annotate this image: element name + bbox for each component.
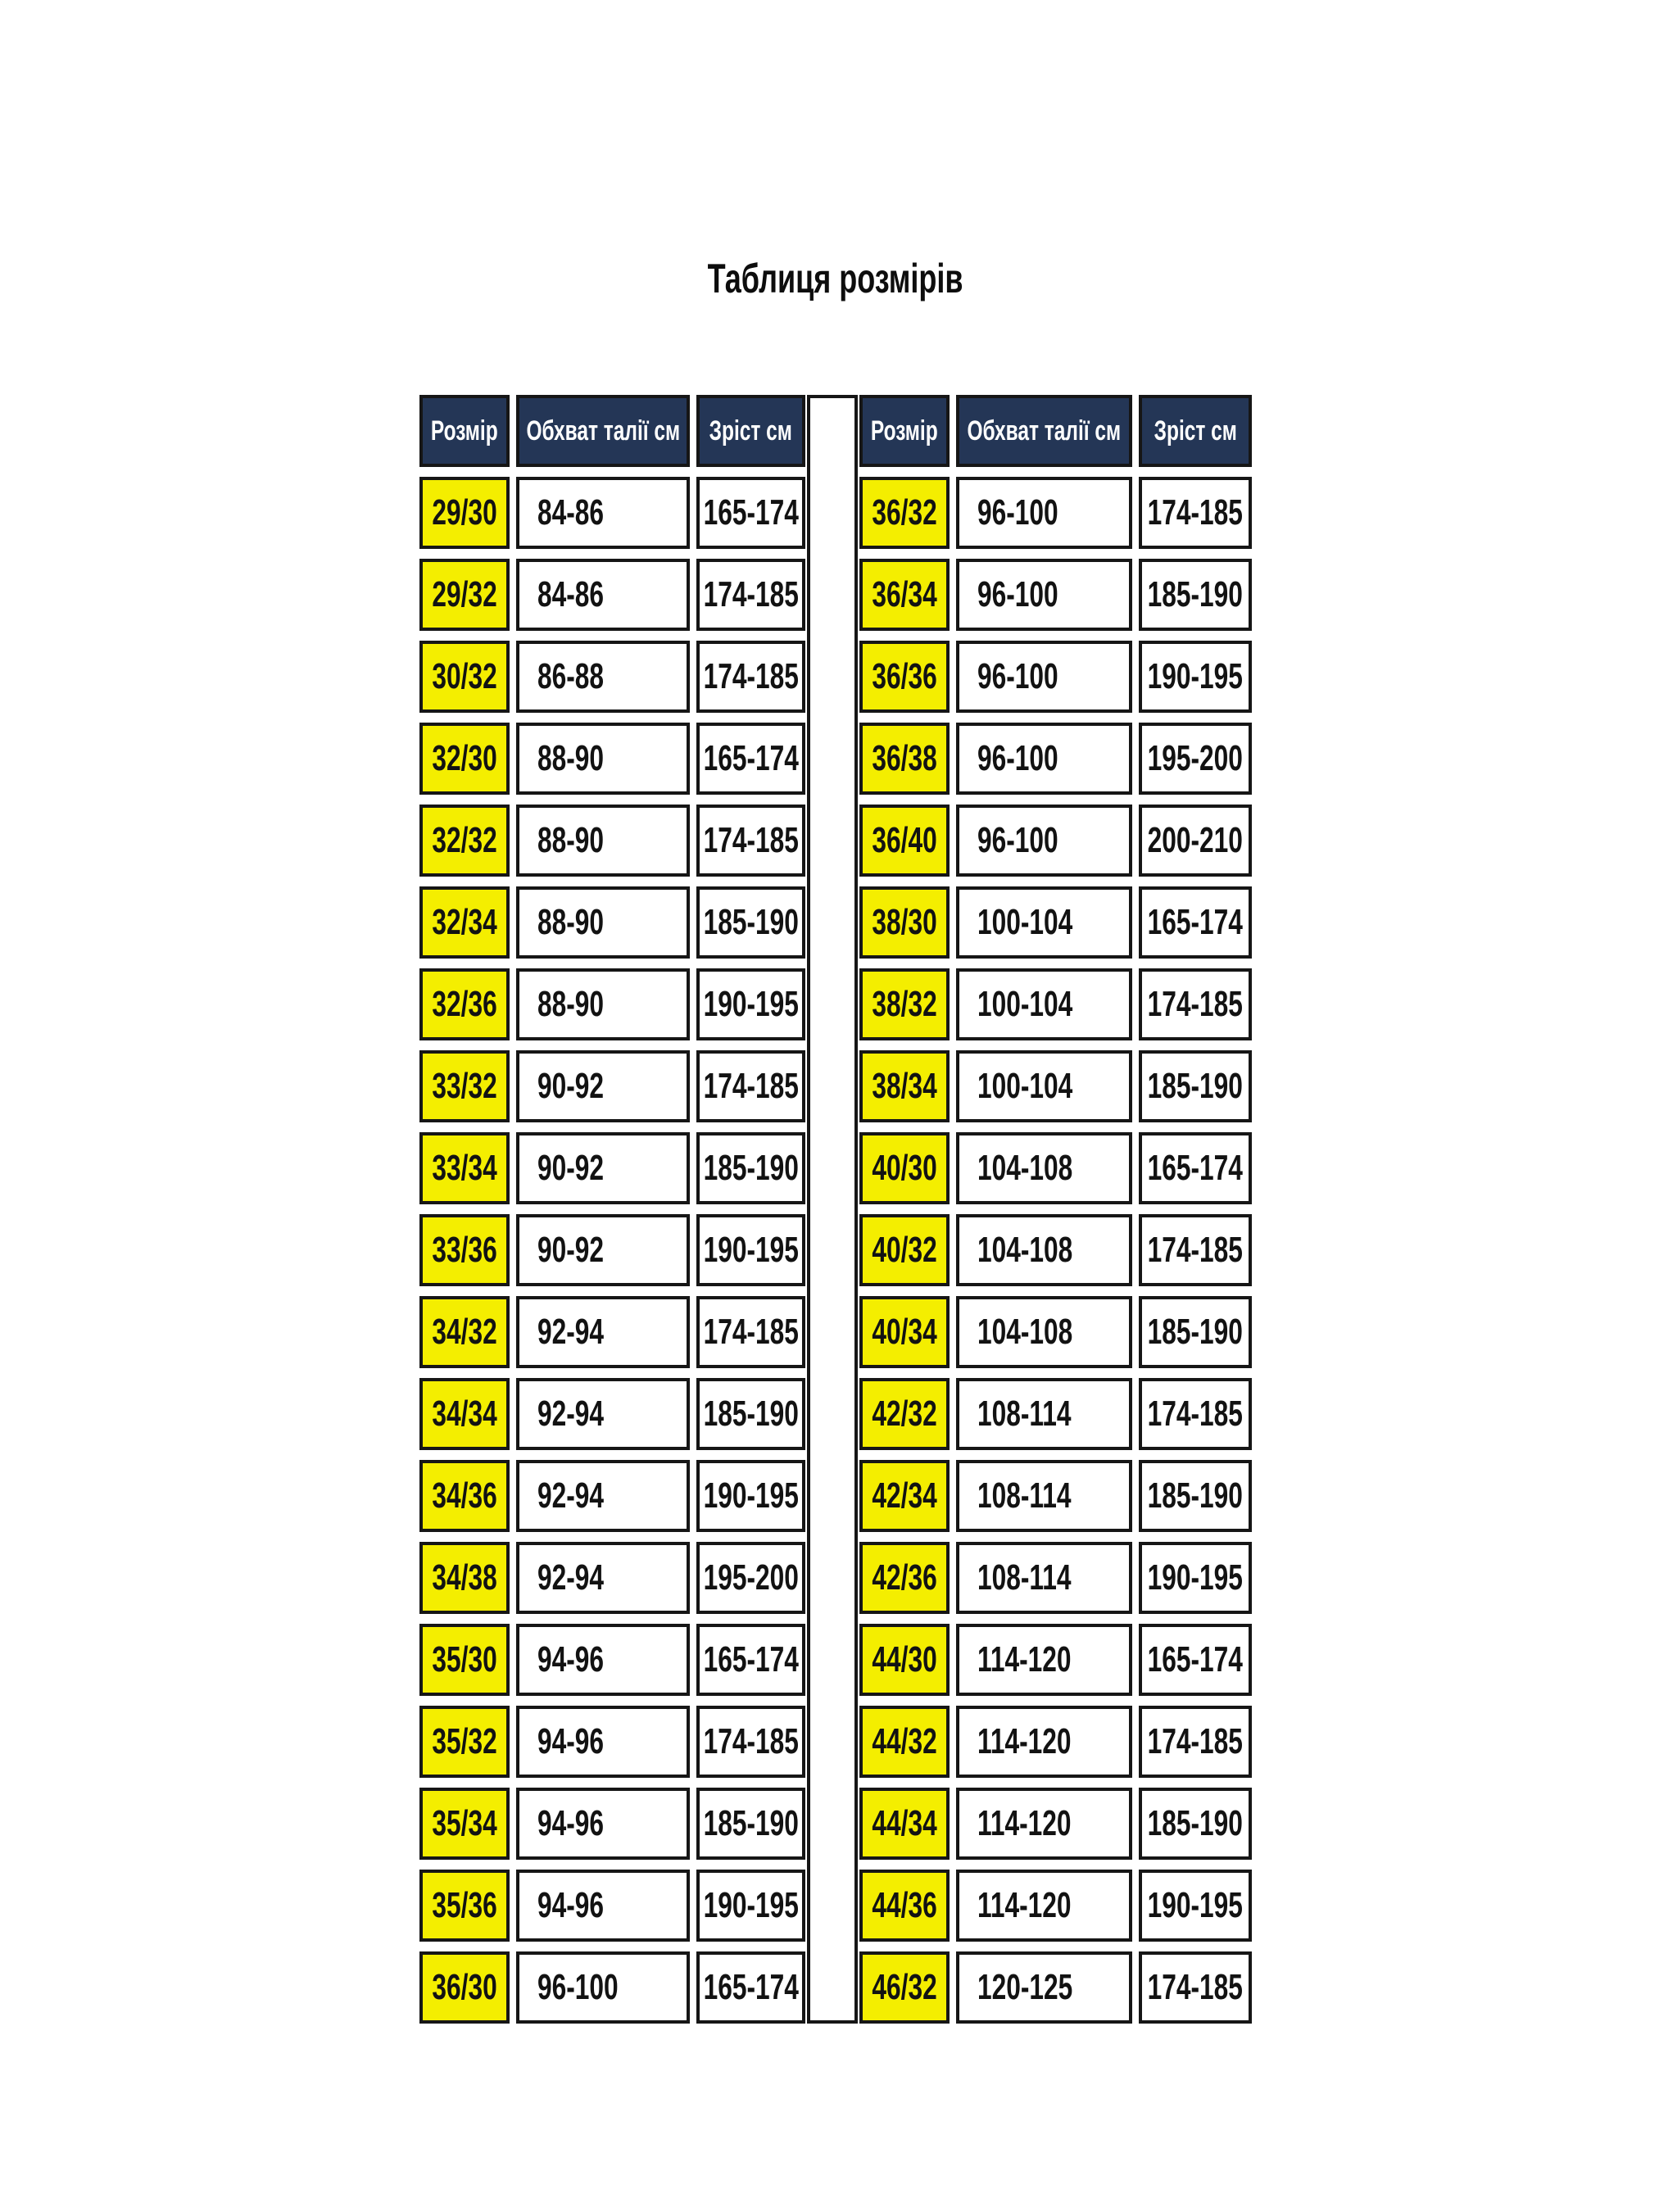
size-cell bbox=[859, 1214, 950, 1286]
size-cell bbox=[859, 886, 950, 959]
height-cell-text: 195-200 bbox=[703, 1557, 799, 1598]
size-cell bbox=[419, 805, 510, 877]
waist-cell-text: 96-100 bbox=[977, 656, 1058, 696]
waist-cell-text: 84-86 bbox=[537, 492, 605, 533]
height-cell bbox=[1139, 886, 1252, 959]
size-cell bbox=[419, 1050, 510, 1122]
waist-cell-text: 114-120 bbox=[977, 1639, 1072, 1679]
waist-cell bbox=[516, 477, 690, 549]
waist-cell-text: 94-96 bbox=[537, 1639, 605, 1679]
waist-cell-text: 88-90 bbox=[537, 902, 605, 942]
height-cell-text: 165-174 bbox=[703, 1967, 799, 2007]
waist-cell-text: 104-108 bbox=[977, 1312, 1073, 1352]
waist-cell bbox=[516, 968, 690, 1040]
waist-cell-text: 104-108 bbox=[977, 1148, 1073, 1188]
size-cell-text: 35/36 bbox=[432, 1885, 497, 1925]
waist-cell bbox=[516, 1460, 690, 1532]
header-cell-size bbox=[419, 395, 510, 467]
height-cell-text: 174-185 bbox=[1147, 492, 1244, 533]
header-cell-height-text: Зріст см bbox=[1154, 415, 1237, 446]
height-cell bbox=[696, 1706, 805, 1778]
height-cell bbox=[1139, 1132, 1252, 1204]
waist-cell bbox=[956, 477, 1132, 549]
height-cell bbox=[1139, 1460, 1252, 1532]
size-table-left bbox=[419, 395, 805, 2024]
height-cell-text: 165-174 bbox=[703, 492, 799, 533]
height-cell bbox=[1139, 1378, 1252, 1450]
waist-cell bbox=[956, 1542, 1132, 1614]
height-cell-text: 185-190 bbox=[703, 1394, 799, 1434]
header-cell-waist bbox=[956, 395, 1132, 467]
waist-cell bbox=[516, 1788, 690, 1860]
waist-cell bbox=[516, 1214, 690, 1286]
height-cell bbox=[1139, 1870, 1252, 1942]
waist-cell bbox=[516, 1624, 690, 1696]
waist-cell bbox=[956, 1624, 1132, 1696]
height-cell bbox=[696, 1951, 805, 2024]
waist-cell bbox=[956, 1788, 1132, 1860]
waist-cell-text: 90-92 bbox=[537, 1230, 605, 1270]
size-cell-text: 35/32 bbox=[432, 1721, 497, 1761]
waist-cell-text: 90-92 bbox=[537, 1148, 605, 1188]
size-table-right bbox=[859, 395, 1252, 2024]
size-cell-text: 35/30 bbox=[432, 1639, 497, 1679]
size-cell bbox=[419, 1132, 510, 1204]
waist-cell bbox=[956, 1132, 1132, 1204]
height-cell bbox=[696, 1460, 805, 1532]
waist-cell-text: 92-94 bbox=[537, 1475, 605, 1516]
size-cell bbox=[859, 1296, 950, 1368]
size-cell-text: 34/32 bbox=[432, 1312, 497, 1352]
size-cell bbox=[419, 1788, 510, 1860]
height-cell-text: 190-195 bbox=[1147, 656, 1244, 696]
height-cell bbox=[696, 1296, 805, 1368]
height-cell-text: 185-190 bbox=[1147, 1475, 1244, 1516]
size-cell bbox=[859, 1378, 950, 1450]
height-cell bbox=[1139, 1706, 1252, 1778]
height-cell bbox=[696, 1870, 805, 1942]
height-cell-text: 165-174 bbox=[703, 1639, 799, 1679]
height-cell bbox=[1139, 559, 1252, 631]
height-cell-text: 174-185 bbox=[703, 574, 799, 614]
size-cell bbox=[859, 1951, 950, 2024]
page-title bbox=[419, 252, 1252, 305]
size-cell bbox=[859, 1624, 950, 1696]
height-cell bbox=[1139, 641, 1252, 713]
header-cell-waist-text: Обхват талії см bbox=[967, 415, 1122, 446]
height-cell-text: 165-174 bbox=[703, 738, 799, 778]
height-cell bbox=[1139, 1624, 1252, 1696]
size-cell bbox=[859, 1706, 950, 1778]
size-cell bbox=[859, 805, 950, 877]
size-cell-text: 32/34 bbox=[432, 902, 497, 942]
waist-cell bbox=[956, 1296, 1132, 1368]
height-cell bbox=[696, 968, 805, 1040]
waist-cell-text: 108-114 bbox=[977, 1557, 1072, 1598]
size-cell-text: 38/32 bbox=[872, 984, 937, 1024]
page-title-text: Таблиця розмірів bbox=[708, 256, 963, 301]
height-cell bbox=[696, 1132, 805, 1204]
waist-cell-text: 100-104 bbox=[977, 1066, 1073, 1106]
height-cell bbox=[696, 1050, 805, 1122]
size-cell bbox=[859, 1542, 950, 1614]
size-cell-text: 42/34 bbox=[872, 1475, 937, 1516]
header-cell-size bbox=[859, 395, 950, 467]
height-cell-text: 174-185 bbox=[703, 656, 799, 696]
waist-cell bbox=[956, 1870, 1132, 1942]
waist-cell bbox=[956, 968, 1132, 1040]
header-cell-height-text: Зріст см bbox=[709, 415, 793, 446]
height-cell bbox=[696, 1788, 805, 1860]
size-cell bbox=[859, 1132, 950, 1204]
size-cell-text: 34/36 bbox=[432, 1475, 497, 1516]
waist-cell-text: 108-114 bbox=[977, 1475, 1072, 1516]
size-cell-text: 35/34 bbox=[432, 1803, 497, 1843]
size-cell-text: 29/30 bbox=[432, 492, 497, 533]
header-cell-height bbox=[696, 395, 805, 467]
size-cell bbox=[419, 641, 510, 713]
height-cell-text: 174-185 bbox=[1147, 1967, 1244, 2007]
size-cell-text: 44/34 bbox=[872, 1803, 937, 1843]
size-cell bbox=[419, 1214, 510, 1286]
size-cell-text: 42/32 bbox=[872, 1394, 937, 1434]
waist-cell bbox=[956, 559, 1132, 631]
waist-cell-text: 108-114 bbox=[977, 1394, 1072, 1434]
size-cell bbox=[419, 1296, 510, 1368]
height-cell-text: 174-185 bbox=[703, 1721, 799, 1761]
size-tables-container bbox=[419, 395, 1252, 2024]
height-cell-text: 185-190 bbox=[703, 1148, 799, 1188]
waist-cell-text: 92-94 bbox=[537, 1394, 605, 1434]
waist-cell bbox=[516, 1542, 690, 1614]
waist-cell bbox=[516, 1296, 690, 1368]
size-cell bbox=[419, 1706, 510, 1778]
waist-cell bbox=[516, 723, 690, 795]
height-cell-text: 185-190 bbox=[1147, 1803, 1244, 1843]
height-cell bbox=[1139, 805, 1252, 877]
height-cell-text: 190-195 bbox=[1147, 1557, 1244, 1598]
height-cell-text: 174-185 bbox=[703, 1066, 799, 1106]
size-cell bbox=[419, 477, 510, 549]
size-cell bbox=[419, 723, 510, 795]
waist-cell bbox=[516, 805, 690, 877]
waist-cell bbox=[956, 1951, 1132, 2024]
waist-cell-text: 94-96 bbox=[537, 1885, 605, 1925]
waist-cell-text: 84-86 bbox=[537, 574, 605, 614]
size-cell-text: 40/30 bbox=[872, 1148, 937, 1188]
size-cell-text: 46/32 bbox=[872, 1967, 937, 2007]
size-cell-text: 32/30 bbox=[432, 738, 497, 778]
size-cell-text: 32/32 bbox=[432, 820, 497, 860]
height-cell-text: 165-174 bbox=[1147, 1148, 1244, 1188]
waist-cell-text: 94-96 bbox=[537, 1803, 605, 1843]
size-cell-text: 33/32 bbox=[432, 1066, 497, 1106]
waist-cell bbox=[956, 1214, 1132, 1286]
waist-cell-text: 96-100 bbox=[977, 492, 1058, 533]
waist-cell bbox=[516, 1132, 690, 1204]
size-cell bbox=[419, 1870, 510, 1942]
waist-cell-text: 88-90 bbox=[537, 738, 605, 778]
height-cell bbox=[696, 1624, 805, 1696]
waist-cell-text: 96-100 bbox=[537, 1967, 619, 2007]
size-cell-text: 38/30 bbox=[872, 902, 937, 942]
size-cell bbox=[419, 1542, 510, 1614]
height-cell-text: 190-195 bbox=[703, 1230, 799, 1270]
table-separator bbox=[807, 395, 858, 2024]
waist-cell-text: 114-120 bbox=[977, 1803, 1072, 1843]
height-cell-text: 174-185 bbox=[703, 1312, 799, 1352]
waist-cell-text: 90-92 bbox=[537, 1066, 605, 1106]
header-cell-size-text: Розмір bbox=[871, 415, 938, 446]
waist-cell bbox=[516, 641, 690, 713]
waist-cell bbox=[956, 723, 1132, 795]
size-cell bbox=[859, 1788, 950, 1860]
size-cell-text: 36/30 bbox=[432, 1967, 497, 2007]
height-cell-text: 165-174 bbox=[1147, 1639, 1244, 1679]
size-cell-text: 40/32 bbox=[872, 1230, 937, 1270]
height-cell-text: 190-195 bbox=[703, 1885, 799, 1925]
waist-cell bbox=[956, 1460, 1132, 1532]
height-cell-text: 200-210 bbox=[1147, 820, 1244, 860]
waist-cell-text: 92-94 bbox=[537, 1312, 605, 1352]
size-cell-text: 33/36 bbox=[432, 1230, 497, 1270]
height-cell-text: 174-185 bbox=[1147, 1230, 1244, 1270]
size-cell bbox=[419, 1624, 510, 1696]
waist-cell bbox=[956, 1706, 1132, 1778]
header-cell-waist bbox=[516, 395, 690, 467]
height-cell bbox=[1139, 723, 1252, 795]
height-cell-text: 185-190 bbox=[1147, 1312, 1244, 1352]
height-cell-text: 195-200 bbox=[1147, 738, 1244, 778]
size-cell bbox=[419, 1460, 510, 1532]
waist-cell-text: 114-120 bbox=[977, 1885, 1072, 1925]
size-cell bbox=[419, 559, 510, 631]
waist-cell-text: 114-120 bbox=[977, 1721, 1072, 1761]
size-cell-text: 42/36 bbox=[872, 1557, 937, 1598]
waist-cell bbox=[956, 1050, 1132, 1122]
header-cell-waist-text: Обхват талії см bbox=[526, 415, 680, 446]
size-cell bbox=[419, 968, 510, 1040]
waist-cell-text: 100-104 bbox=[977, 984, 1073, 1024]
size-cell bbox=[859, 968, 950, 1040]
waist-cell bbox=[956, 805, 1132, 877]
waist-cell-text: 88-90 bbox=[537, 984, 605, 1024]
height-cell bbox=[696, 559, 805, 631]
waist-cell bbox=[956, 641, 1132, 713]
header-cell-height bbox=[1139, 395, 1252, 467]
size-cell-text: 36/38 bbox=[872, 738, 937, 778]
waist-cell bbox=[516, 1951, 690, 2024]
size-cell bbox=[859, 641, 950, 713]
waist-cell-text: 100-104 bbox=[977, 902, 1073, 942]
height-cell-text: 174-185 bbox=[703, 820, 799, 860]
height-cell bbox=[696, 805, 805, 877]
size-cell-text: 30/32 bbox=[432, 656, 497, 696]
height-cell bbox=[1139, 1050, 1252, 1122]
height-cell bbox=[696, 1378, 805, 1450]
waist-cell-text: 96-100 bbox=[977, 820, 1058, 860]
height-cell-text: 174-185 bbox=[1147, 1394, 1244, 1434]
height-cell bbox=[696, 477, 805, 549]
header-cell-size-text: Розмір bbox=[431, 415, 498, 446]
size-cell bbox=[859, 1460, 950, 1532]
height-cell bbox=[696, 1214, 805, 1286]
size-cell-text: 40/34 bbox=[872, 1312, 937, 1352]
height-cell bbox=[1139, 1214, 1252, 1286]
size-cell-text: 36/40 bbox=[872, 820, 937, 860]
height-cell-text: 185-190 bbox=[1147, 1066, 1244, 1106]
height-cell-text: 185-190 bbox=[1147, 574, 1244, 614]
waist-cell bbox=[956, 1378, 1132, 1450]
size-cell-text: 38/34 bbox=[872, 1066, 937, 1106]
height-cell bbox=[696, 1542, 805, 1614]
height-cell bbox=[696, 886, 805, 959]
waist-cell bbox=[516, 1706, 690, 1778]
height-cell bbox=[1139, 1788, 1252, 1860]
waist-cell-text: 96-100 bbox=[977, 738, 1058, 778]
height-cell-text: 174-185 bbox=[1147, 984, 1244, 1024]
height-cell bbox=[1139, 1542, 1252, 1614]
size-cell-text: 34/34 bbox=[432, 1394, 497, 1434]
size-cell bbox=[419, 1378, 510, 1450]
height-cell-text: 190-195 bbox=[1147, 1885, 1244, 1925]
height-cell bbox=[696, 723, 805, 795]
size-cell-text: 34/38 bbox=[432, 1557, 497, 1598]
size-cell-text: 44/32 bbox=[872, 1721, 937, 1761]
height-cell-text: 174-185 bbox=[1147, 1721, 1244, 1761]
waist-cell bbox=[516, 1378, 690, 1450]
height-cell bbox=[1139, 1951, 1252, 2024]
size-cell bbox=[419, 1951, 510, 2024]
size-cell bbox=[859, 559, 950, 631]
height-cell bbox=[1139, 968, 1252, 1040]
size-cell bbox=[859, 1050, 950, 1122]
height-cell-text: 190-195 bbox=[703, 984, 799, 1024]
waist-cell-text: 94-96 bbox=[537, 1721, 605, 1761]
size-cell bbox=[419, 886, 510, 959]
size-cell bbox=[859, 1870, 950, 1942]
waist-cell-text: 104-108 bbox=[977, 1230, 1073, 1270]
height-cell bbox=[696, 641, 805, 713]
waist-cell bbox=[516, 886, 690, 959]
size-cell bbox=[859, 477, 950, 549]
height-cell bbox=[1139, 1296, 1252, 1368]
waist-cell bbox=[516, 1870, 690, 1942]
waist-cell-text: 88-90 bbox=[537, 820, 605, 860]
waist-cell bbox=[516, 559, 690, 631]
size-cell-text: 29/32 bbox=[432, 574, 497, 614]
size-cell-text: 36/34 bbox=[872, 574, 937, 614]
waist-cell-text: 92-94 bbox=[537, 1557, 605, 1598]
size-cell-text: 32/36 bbox=[432, 984, 497, 1024]
size-cell-text: 36/32 bbox=[872, 492, 937, 533]
height-cell bbox=[1139, 477, 1252, 549]
size-cell bbox=[859, 723, 950, 795]
waist-cell bbox=[956, 886, 1132, 959]
size-cell-text: 33/34 bbox=[432, 1148, 497, 1188]
height-cell-text: 185-190 bbox=[703, 1803, 799, 1843]
size-cell-text: 44/30 bbox=[872, 1639, 937, 1679]
waist-cell-text: 96-100 bbox=[977, 574, 1058, 614]
waist-cell-text: 120-125 bbox=[977, 1967, 1073, 2007]
height-cell-text: 190-195 bbox=[703, 1475, 799, 1516]
height-cell-text: 165-174 bbox=[1147, 902, 1244, 942]
size-cell-text: 36/36 bbox=[872, 656, 937, 696]
size-cell-text: 44/36 bbox=[872, 1885, 937, 1925]
waist-cell-text: 86-88 bbox=[537, 656, 605, 696]
waist-cell bbox=[516, 1050, 690, 1122]
height-cell-text: 185-190 bbox=[703, 902, 799, 942]
